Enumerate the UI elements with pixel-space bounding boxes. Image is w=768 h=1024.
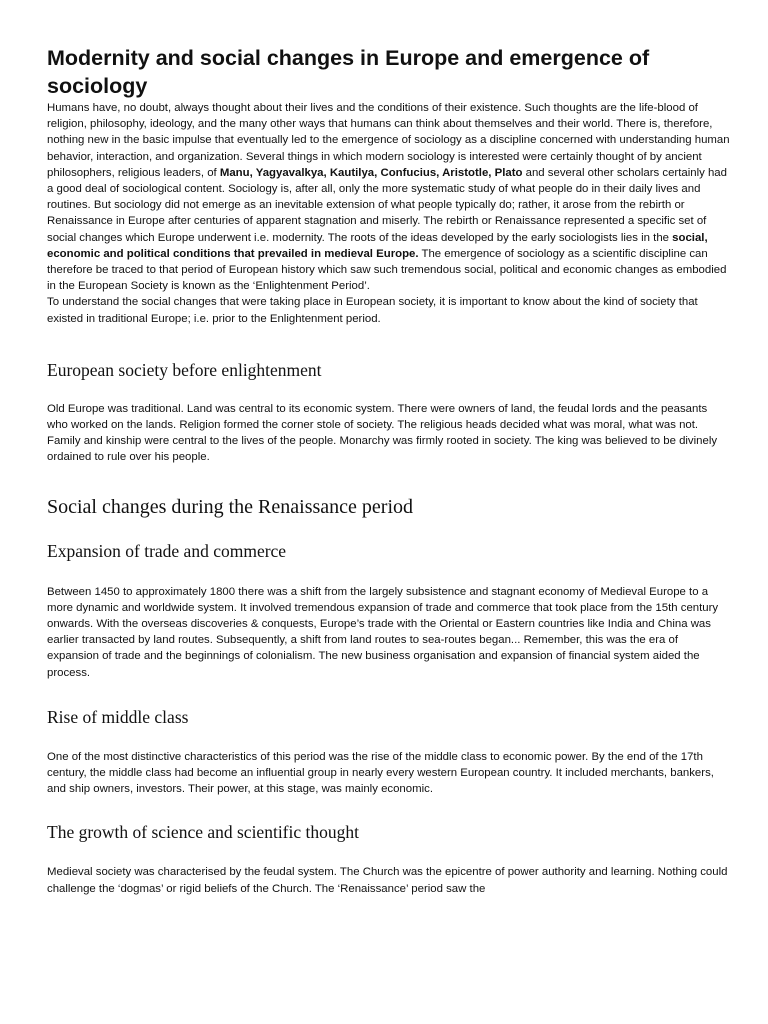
heading-middle-class: Rise of middle class	[47, 706, 189, 727]
intro-names-indian: Manu, Yagyavalkya, Kautilya,	[219, 166, 378, 179]
heading-before-enlightenment: European society before enlightenment	[47, 359, 322, 380]
document-page	[47, 44, 731, 897]
paragraph-science: Medieval society was characterised by the feudal system. The Church was the epicentre of power authority and learning. Nothing could challenge the ‘dogmas’ or rigid beliefs of the Church. The ‘Renaissance’ period saw the	[47, 866, 728, 895]
intro-paragraph-2: To understand the social changes that were taking place in European society, it is important to know about the kind of society that existed in traditional Europe; i.e. prior to the Enlightenment period.	[47, 296, 698, 325]
intro-conditions-bold: social, economic and political conditions that prevailed in medieval Europe.	[47, 231, 708, 260]
intro-text-1: Humans have, no doubt, always thought about their lives and the conditions of their existence. Such thoughts are the life-blood of religion, philosophy, ideology, and the many other ways that humans can think about themselves and their world. There is, therefore, nothing new in the basic impulse that eventually led to the emergence of sociology as a discipline concerned with understanding human behavior, interaction, and organization. Several things in which modern sociology is interested were certainly thought of by ancient philosophers, religious leaders, of	[47, 102, 730, 179]
page-title: Modernity and social changes in Europe and emergence of sociology	[47, 46, 650, 98]
intro-text-3: and several other scholars certainly had a good deal of sociological content. Sociology is, after all, only the more systematic study of what people do in their daily lives and routines. But sociology did not emerge as an inevitable extension of what people typically do; rather, it arose from the rebirth or Renaissance in Europe after centuries of apparent stagnation and miserly. The rebirth or Renaissance represented a specific set of social changes which Europe underwent i.e. modernity. The roots of the ideas developed by the early sociologists lies in the	[47, 166, 727, 244]
paragraph-middle-class: One of the most distinctive characteristics of this period was the rise of the middle class to economic power. By the end of the 17th century, the middle class had become an influential group in nearly every western European country. It included merchants, bankers, and ship owners, investors. Their power, at this stage, was mainly economic.	[47, 750, 714, 796]
heading-trade-commerce: Expansion of trade and commerce	[47, 540, 287, 561]
intro-paragraph	[47, 100, 731, 294]
paragraph-before-enlightenment: Old Europe was traditional. Land was central to its economic system. There were owners of land, the feudal lords and the peasants who worked on the lands. Religion formed the corner stole of society. The religious heads decided what was moral, what was not. Family and kinship were central to the lives of the people. Monarchy was firmly rooted in society. The king was believed to be divinely ordained to rule over his people.	[47, 402, 718, 464]
heading-renaissance: Social changes during the Renaissance period	[47, 495, 413, 518]
heading-science: The growth of science and scientific thought	[47, 822, 359, 843]
paragraph-trade-commerce: Between 1450 to approximately 1800 there was a shift from the largely subsistence and stagnant economy of Medieval Europe to a more dynamic and worldwide system. It involved tremendous expansion of trade and commerce that took place from the 15th century onwards. With the overseas discoveries & conquests, Europe’s trade with the Oriental or Eastern countries like India and China was earlier transacted by land routes. Subsequently, a shift from land routes to sea-routes began... Remember, this was the era of expansion of trade and the beginnings of colonialism. The new business organisation and expansion of financial system aided the process.	[47, 585, 719, 679]
intro-text-4: The emergence of sociology as a scientific discipline can therefore be traced to that period of European history which saw such tremendous social, political and economic changes as embodied in the European Society is known as the ‘Enlightenment Period’.	[47, 247, 727, 293]
intro-names-classical: Confucius, Aristotle, Plato	[380, 166, 523, 179]
